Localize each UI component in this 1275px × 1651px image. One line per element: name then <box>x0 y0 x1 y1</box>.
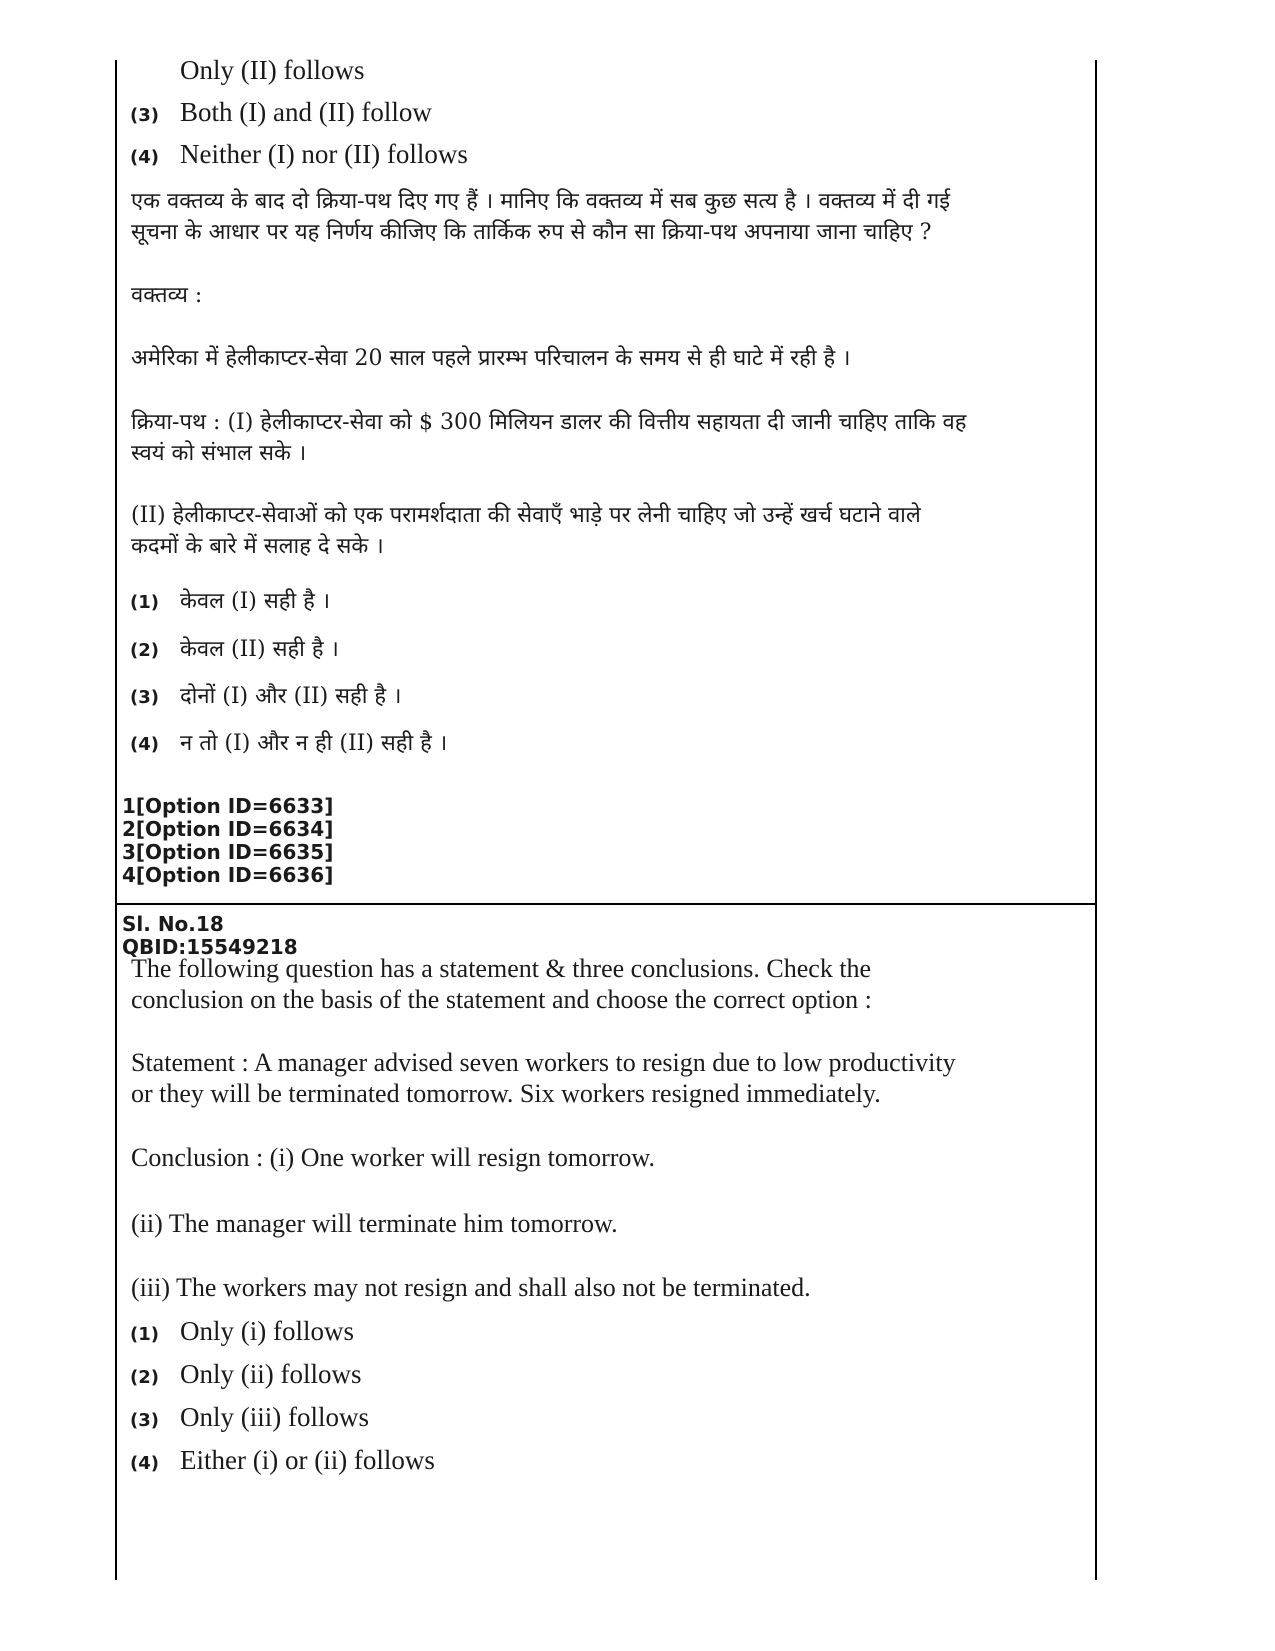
prev-option-3-en <box>130 97 432 128</box>
hindi-action-1-line-2: स्वयं को संभाल सके । <box>131 441 307 466</box>
option-text: केवल (II) सही है । <box>180 637 339 662</box>
option-text: दोनों (I) और (II) सही है । <box>180 684 402 709</box>
option-text: Both (I) and (II) follow <box>180 97 432 127</box>
hindi-intro-line-1: एक वक्तव्य के बाद दो क्रिया-पथ दिए गए हैं । मानिए कि वक्तव्य में सब कुछ सत्य है । वक्तव्य में दी गई <box>131 189 951 214</box>
question-statement <box>131 1047 956 1109</box>
hindi-statement: अमेरिका में हेलीकाप्टर-सेवा 20 साल पहले प्रारम्भ परिचालन के समय से ही घाटे में रही है । <box>131 346 851 371</box>
option-text: Only (i) follows <box>180 1316 354 1346</box>
option-number: (3) <box>130 105 159 126</box>
question-intro-line-2: conclusion on the basis of the statement and choose the correct option : <box>131 985 872 1014</box>
option-number: (4) <box>130 734 159 755</box>
hindi-intro-line-2: सूचना के आधार पर यह निर्णय कीजिए कि तार्किक रुप से कौन सा क्रिया-पथ अपनाया जाना चाहिए ? <box>131 220 932 245</box>
option-number: (4) <box>130 147 159 168</box>
question-intro-line-1: The following question has a statement & three conclusions. Check the <box>131 954 872 983</box>
option-text: Neither (I) nor (II) follows <box>180 139 468 169</box>
option-number: (4) <box>130 1453 159 1474</box>
hindi-action-2-line-2: कदमों के बारे में सलाह दे सके । <box>131 534 384 559</box>
option-1 <box>130 1316 354 1347</box>
option-number: (1) <box>130 1324 159 1345</box>
hindi-action-1 <box>131 407 966 469</box>
conclusion-2: (ii) The manager will terminate him tomorrow. <box>131 1209 618 1238</box>
prev-option-4-en <box>130 139 468 170</box>
option-text: Only (II) follows <box>180 55 365 85</box>
option-id-2: 2[Option ID=6634] <box>122 817 334 841</box>
prev-option-3-hi <box>130 680 401 710</box>
option-number: (2) <box>130 1367 159 1388</box>
option-id-3: 3[Option ID=6635] <box>122 840 334 864</box>
prev-option-2-en <box>130 55 364 86</box>
option-number: (1) <box>130 592 159 613</box>
question-statement-line-2: or they will be terminated tomorrow. Six workers resigned immediately. <box>131 1079 881 1108</box>
hindi-intro <box>131 186 950 248</box>
hindi-statement-label: वक्तव्य : <box>131 283 203 308</box>
prev-option-1-hi <box>130 585 330 615</box>
conclusion-1: Conclusion : (i) One worker will resign tomorrow. <box>131 1143 655 1172</box>
option-text: Either (i) or (ii) follows <box>180 1445 435 1475</box>
question-intro <box>131 953 872 1015</box>
option-text: न तो (I) और न ही (II) सही है । <box>180 731 448 756</box>
option-number: (3) <box>130 1410 159 1431</box>
option-id-list <box>122 795 333 887</box>
option-2 <box>130 1359 362 1390</box>
qbid: QBID:15549218 <box>122 935 298 959</box>
option-text: केवल (I) सही है । <box>180 589 331 614</box>
question-statement-line-1: Statement : A manager advised seven workers to resign due to low productivity <box>131 1048 956 1077</box>
question-divider <box>115 903 1097 905</box>
option-3 <box>130 1402 369 1433</box>
option-id-1: 1[Option ID=6633] <box>122 794 334 818</box>
option-number: (2) <box>130 640 159 661</box>
option-text: Only (ii) follows <box>180 1359 362 1389</box>
option-text: Only (iii) follows <box>180 1402 369 1432</box>
hindi-action-2 <box>131 500 921 562</box>
conclusion-3: (iii) The workers may not resign and shall also not be terminated. <box>131 1273 811 1302</box>
option-number: (3) <box>130 687 159 708</box>
option-4 <box>130 1445 435 1476</box>
prev-option-2-hi <box>130 633 339 663</box>
hindi-action-1-line-1: क्रिया-पथ : (I) हेलीकाप्टर-सेवा को $ 300 मिलियन डालर की वित्तीय सहायता दी जानी चाहिए ताकि वह <box>131 410 967 435</box>
prev-option-4-hi <box>130 727 447 757</box>
serial-number: Sl. No.18 <box>122 912 224 936</box>
hindi-action-2-line-1: (II) हेलीकाप्टर-सेवाओं को एक परामर्शदाता की सेवाएँ भाड़े पर लेनी चाहिए जो उन्हें खर्च घटाने वाले <box>131 503 921 528</box>
option-id-4: 4[Option ID=6636] <box>122 863 334 887</box>
